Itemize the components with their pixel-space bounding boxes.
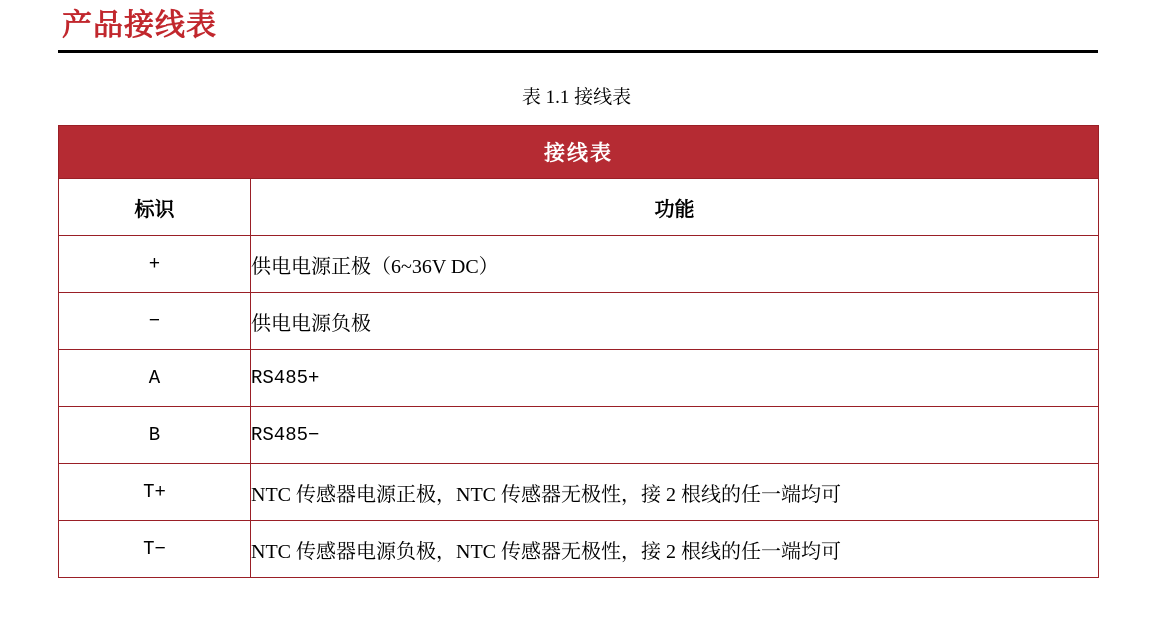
table-row [59,293,1099,350]
row-function: 供电电源正极（6~36V DC） [251,236,1099,293]
row-identifier: + [59,236,251,293]
table-row [59,236,1099,293]
table-row [59,464,1099,521]
column-header-function: 功能 [251,179,1099,236]
table-caption: 表 1.1 接线表 [521,87,632,108]
table-row [59,407,1099,464]
page-title: 产品接线表 [62,8,217,43]
row-identifier: T+ [59,464,251,521]
title-divider [58,50,1098,53]
row-function: NTC 传感器电源负极，NTC 传感器无极性，接 2 根线的任一端均可 [251,521,1099,578]
row-function: NTC 传感器电源正极，NTC 传感器无极性，接 2 根线的任一端均可 [251,464,1099,521]
row-function: RS485+ [251,350,1099,407]
table-header-row [59,179,1099,236]
wiring-table [58,125,1099,578]
column-header-identifier: 标识 [59,179,251,236]
table-title-row [59,126,1099,179]
row-function: 供电电源负极 [251,293,1099,350]
row-identifier: A [59,350,251,407]
table-row [59,350,1099,407]
table-row [59,521,1099,578]
row-identifier: B [59,407,251,464]
wiring-table-container [58,125,1098,578]
row-function: RS485− [251,407,1099,464]
row-identifier: − [59,293,251,350]
row-identifier: T− [59,521,251,578]
table-title-cell: 接线表 [59,126,1099,179]
